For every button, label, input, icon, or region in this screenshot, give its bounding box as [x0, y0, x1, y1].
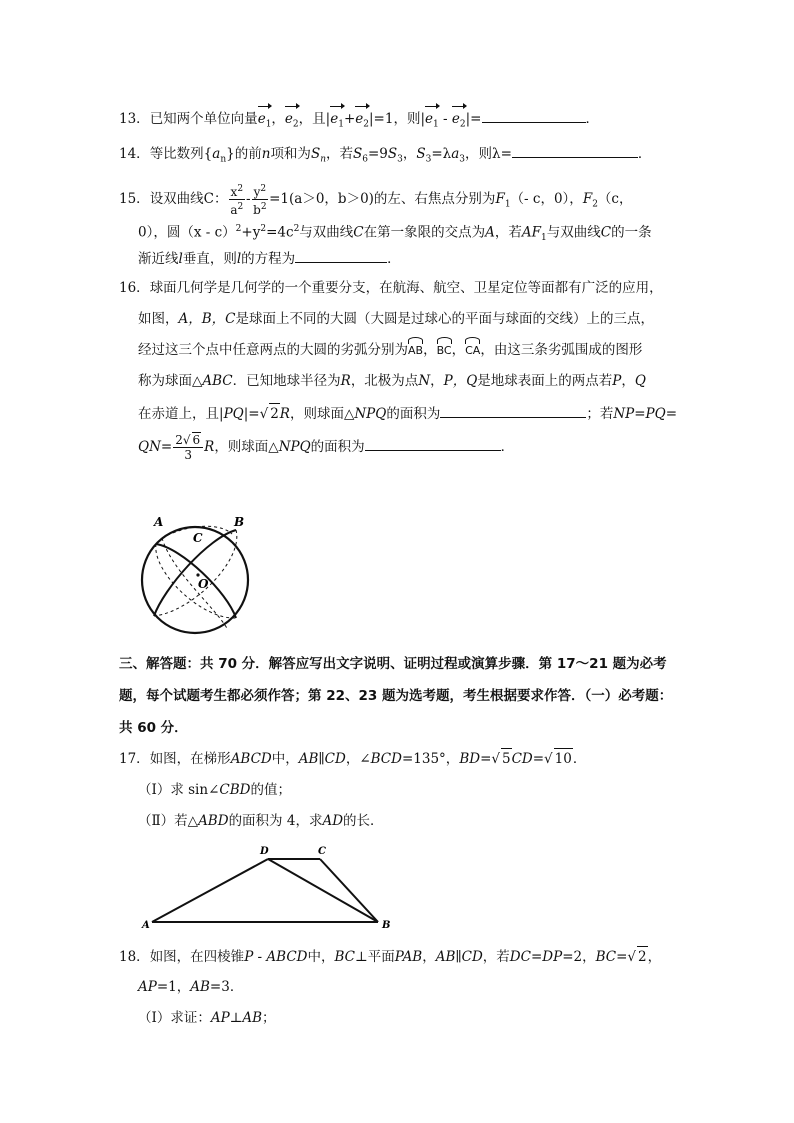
question-15-line-1: [119, 182, 632, 221]
text: 球面几何学是几何学的一个重要分支，在航海、航空、卫星定位等面都有广泛的应用，: [149, 280, 663, 296]
text: =1(a＞0，b＞0)的左、右焦点分别为: [269, 191, 496, 207]
text: A: [485, 224, 495, 241]
question-16-line-6: [138, 430, 514, 464]
text: QN: [138, 439, 161, 455]
text: AF: [521, 224, 542, 241]
question-16-line-2: [138, 309, 654, 329]
text: R: [279, 406, 290, 422]
text: 如图，在四棱锥: [149, 949, 245, 965]
question-17-part-2: [138, 811, 384, 831]
text: 3: [425, 154, 432, 165]
text: 中，: [271, 751, 299, 767]
text: ，若: [325, 146, 353, 162]
text: ，北极为点: [350, 373, 419, 389]
text: Q: [634, 373, 646, 389]
text: =1，: [156, 979, 191, 995]
text: AD: [322, 813, 344, 829]
text: 6: [362, 154, 368, 165]
text: 等比数列{: [149, 146, 213, 162]
text: 3: [459, 154, 466, 165]
text: NP: [613, 406, 635, 422]
text: AB∥CD: [298, 751, 346, 767]
text: |=1，则|: [369, 111, 425, 127]
text: ，且|: [298, 111, 331, 127]
text: a: [451, 146, 460, 162]
text: DP: [542, 949, 563, 965]
fraction-y2-b2: $\frac{y^2}{b^2}$: [253, 184, 267, 217]
label-b: B: [382, 920, 391, 931]
text: 是球面上不同的大圆（大圆是过球心的平面与球面的交线）上的三点，: [235, 311, 654, 327]
text: 的面积为 4，求: [228, 813, 323, 829]
text: +: [343, 111, 356, 127]
section-3-line-2: 题，每个试题考生都必须作答；第 22、23 题为选考题，考生根据要求作答．（一）必考题：: [119, 688, 673, 704]
label-d: D: [260, 846, 269, 857]
great-circle-ac-front: [156, 544, 236, 618]
text: 1: [504, 199, 511, 210]
text: =135°，: [401, 751, 460, 767]
text: -: [438, 111, 452, 127]
text: ．已知地球半径为: [232, 373, 341, 389]
segment-ad: [152, 859, 268, 922]
question-17: [119, 748, 586, 769]
text: A，B，C: [178, 311, 236, 327]
text: n: [261, 146, 271, 162]
question-16-line-3: [138, 340, 642, 361]
text: S: [387, 146, 398, 162]
text: 称为球面△: [138, 373, 203, 389]
radical-sign: √: [491, 751, 500, 767]
text: =: [665, 406, 678, 422]
text: ．: [637, 146, 652, 162]
question-13: [119, 108, 599, 135]
text: ；: [262, 1010, 276, 1026]
text: =λ: [431, 146, 452, 162]
text: 垂直，则: [182, 251, 237, 267]
text: ．: [500, 439, 515, 455]
label-c: C: [193, 531, 203, 545]
text: C: [353, 224, 364, 241]
text: （- c，0），: [510, 191, 583, 207]
text: n: [320, 154, 326, 165]
question-number: 17．: [119, 751, 150, 767]
text: BC: [595, 949, 617, 965]
radical-sign: √: [259, 406, 269, 422]
arc-bc: BC: [437, 341, 452, 361]
question-15-line-3: [138, 248, 401, 269]
question-15-line-2: [138, 219, 652, 248]
text: ，由这三条劣弧围成的图形: [480, 342, 643, 358]
segment-db: [268, 859, 378, 922]
vector-e2: $e_2$: [452, 109, 466, 135]
vector-e2: $e_2$: [285, 109, 299, 135]
text: ，: [422, 949, 436, 965]
text: ，若: [482, 949, 510, 965]
text: ⊥平面: [355, 949, 395, 965]
text: 的值；: [250, 782, 291, 798]
fraction-x2-a2: $\frac{x^2}{a^2}$: [230, 184, 244, 217]
text: l: [236, 251, 242, 267]
text: 在赤道上，且|: [138, 406, 224, 422]
text: ，: [402, 146, 417, 162]
text: F: [582, 191, 593, 207]
arc-ab: AB: [408, 341, 423, 361]
text: CD: [511, 751, 533, 767]
text: 2: [592, 199, 598, 210]
text: ．: [585, 111, 599, 127]
question-number: 15．: [119, 191, 150, 207]
text: =4c: [266, 224, 294, 241]
text: ，则λ=: [465, 146, 512, 162]
text: PAB: [394, 949, 423, 965]
text: ，若: [494, 224, 522, 241]
text: 中，: [307, 949, 335, 965]
question-18: [119, 946, 661, 967]
text: =2，: [562, 949, 596, 965]
text: AP⊥AB: [210, 1010, 263, 1026]
text: =: [616, 949, 628, 965]
text: （c，: [597, 191, 633, 207]
text: 的一条: [611, 224, 652, 241]
text: ，则球面△: [214, 439, 279, 455]
text: P: [612, 373, 622, 389]
text: NPQ: [278, 439, 311, 455]
text: （Ⅰ）求 sin∠: [138, 782, 220, 798]
question-number: 13．: [119, 111, 150, 127]
text: ABCD: [230, 751, 272, 767]
text: 3: [397, 154, 403, 165]
text: =9: [367, 146, 388, 162]
question-16-line-5: [138, 403, 677, 424]
text: 的长．: [343, 813, 384, 829]
text: +y: [241, 224, 261, 241]
text: ，: [423, 342, 437, 358]
text: 2: [260, 224, 267, 234]
text: S: [416, 146, 426, 162]
text: ，: [271, 111, 285, 127]
text: 的方程为: [241, 251, 296, 267]
section-3-line-1: 三、解答题：共 70 分．解答应写出文字说明、证明过程或演算步骤．第 17～21 题为必考: [119, 656, 667, 672]
label-c: C: [318, 846, 326, 857]
text: 渐近线: [138, 251, 179, 267]
text: P，Q: [443, 373, 478, 389]
text: |=: [465, 111, 482, 127]
text: ABC: [202, 373, 233, 389]
text: S: [352, 146, 363, 162]
radicand: 5: [501, 748, 512, 769]
text: =: [530, 949, 543, 965]
text: AP: [138, 979, 157, 995]
text: （Ⅱ）若△: [138, 813, 199, 829]
text: ，: [621, 373, 635, 389]
radicand: 2: [637, 946, 648, 967]
radical-sign: √: [627, 949, 637, 965]
text: 0），圆（x - c）: [138, 224, 236, 241]
section-3-line-3: 共 60 分．: [119, 720, 188, 736]
vector-e1: $e_1$: [258, 109, 272, 135]
text: 如图，在梯形: [149, 751, 231, 767]
text: ，: [430, 373, 444, 389]
text: =: [480, 751, 492, 767]
text: 经过这三个点中任意两点的大圆的劣弧分别为: [138, 342, 408, 358]
text: CBD: [219, 782, 251, 798]
question-number: 18．: [119, 949, 150, 965]
text: ，∠: [345, 751, 371, 767]
text: 1: [541, 233, 547, 244]
text: 已知两个单位向量: [149, 111, 258, 127]
answer-blank[interactable]: [295, 248, 387, 263]
text: ，: [451, 342, 466, 358]
answer-blank[interactable]: [440, 403, 586, 418]
text: 是地球表面上的两点若: [477, 373, 613, 389]
text: F: [495, 191, 505, 207]
question-16-line-1: [119, 278, 663, 298]
question-18-part-1: [138, 1008, 276, 1028]
sphere-figure: [132, 512, 258, 638]
text: PQ: [645, 406, 666, 422]
text: （Ⅰ）求证：: [138, 1010, 211, 1026]
text: ，则球面△: [289, 406, 355, 422]
segment-cb: [320, 859, 378, 922]
question-number: 16．: [119, 280, 150, 296]
answer-blank[interactable]: [365, 436, 501, 451]
text: BD: [459, 751, 481, 767]
question-18-line-2: [138, 977, 243, 997]
text: }的前: [226, 146, 262, 162]
text: 项和为: [270, 146, 311, 162]
text: AB∥CD: [435, 949, 483, 965]
vector-e1: $e_1$: [330, 109, 344, 135]
text: 在第一象限的交点为: [363, 224, 486, 241]
text: =: [160, 439, 173, 455]
text: 2: [235, 224, 242, 234]
text: -: [246, 191, 251, 207]
text: ；若: [586, 406, 614, 422]
question-number: 14．: [119, 146, 150, 162]
question-16-line-4: [138, 371, 646, 391]
text: R: [340, 373, 351, 389]
vector-e1: $e_1$: [425, 109, 439, 135]
text: ．: [572, 751, 587, 767]
text: |=: [243, 406, 260, 422]
text: 的面积为: [386, 406, 441, 422]
text: a: [212, 146, 221, 162]
question-14: [119, 143, 651, 170]
radical-sign: √: [544, 751, 553, 767]
arc-ca: CA: [465, 341, 480, 361]
text: n: [220, 154, 227, 165]
radicand: 10: [554, 748, 573, 769]
vector-e2: $e_2$: [355, 109, 369, 135]
text: ．: [387, 251, 401, 267]
text: 2: [293, 224, 300, 234]
great-circle-ac-back: [156, 544, 236, 618]
label-a: A: [154, 515, 164, 529]
label-a: A: [142, 920, 150, 931]
text: BCD: [370, 751, 402, 767]
text: DC: [509, 949, 531, 965]
text: 与双曲线: [546, 224, 601, 241]
text: ABD: [198, 813, 229, 829]
text: P - ABCD: [244, 949, 308, 965]
label-b: B: [234, 515, 245, 529]
text: l: [178, 251, 183, 267]
text: =: [532, 751, 545, 767]
fraction-2sqrt6-3: $\frac{2√ 6}{3}$: [173, 433, 203, 462]
text: 如图，: [138, 311, 179, 327]
answer-blank[interactable]: [482, 108, 586, 123]
text: =3．: [209, 979, 244, 995]
radicand: 2: [269, 403, 280, 424]
text: S: [310, 146, 321, 162]
text: 与双曲线: [299, 224, 354, 241]
text: BC: [334, 949, 356, 965]
text: N: [418, 373, 431, 389]
text: AB: [190, 979, 210, 995]
label-o: O: [198, 577, 209, 591]
text: R: [204, 439, 215, 455]
answer-blank[interactable]: [512, 143, 638, 158]
text: PQ: [223, 406, 244, 422]
text: 设双曲线C：: [149, 191, 228, 207]
trapezoid-figure: [138, 840, 398, 932]
text: 的面积为: [310, 439, 365, 455]
text: NPQ: [354, 406, 387, 422]
text: C: [600, 224, 612, 241]
text: ，: [647, 949, 662, 965]
question-17-part-1: [138, 780, 291, 800]
text: =: [634, 406, 646, 422]
